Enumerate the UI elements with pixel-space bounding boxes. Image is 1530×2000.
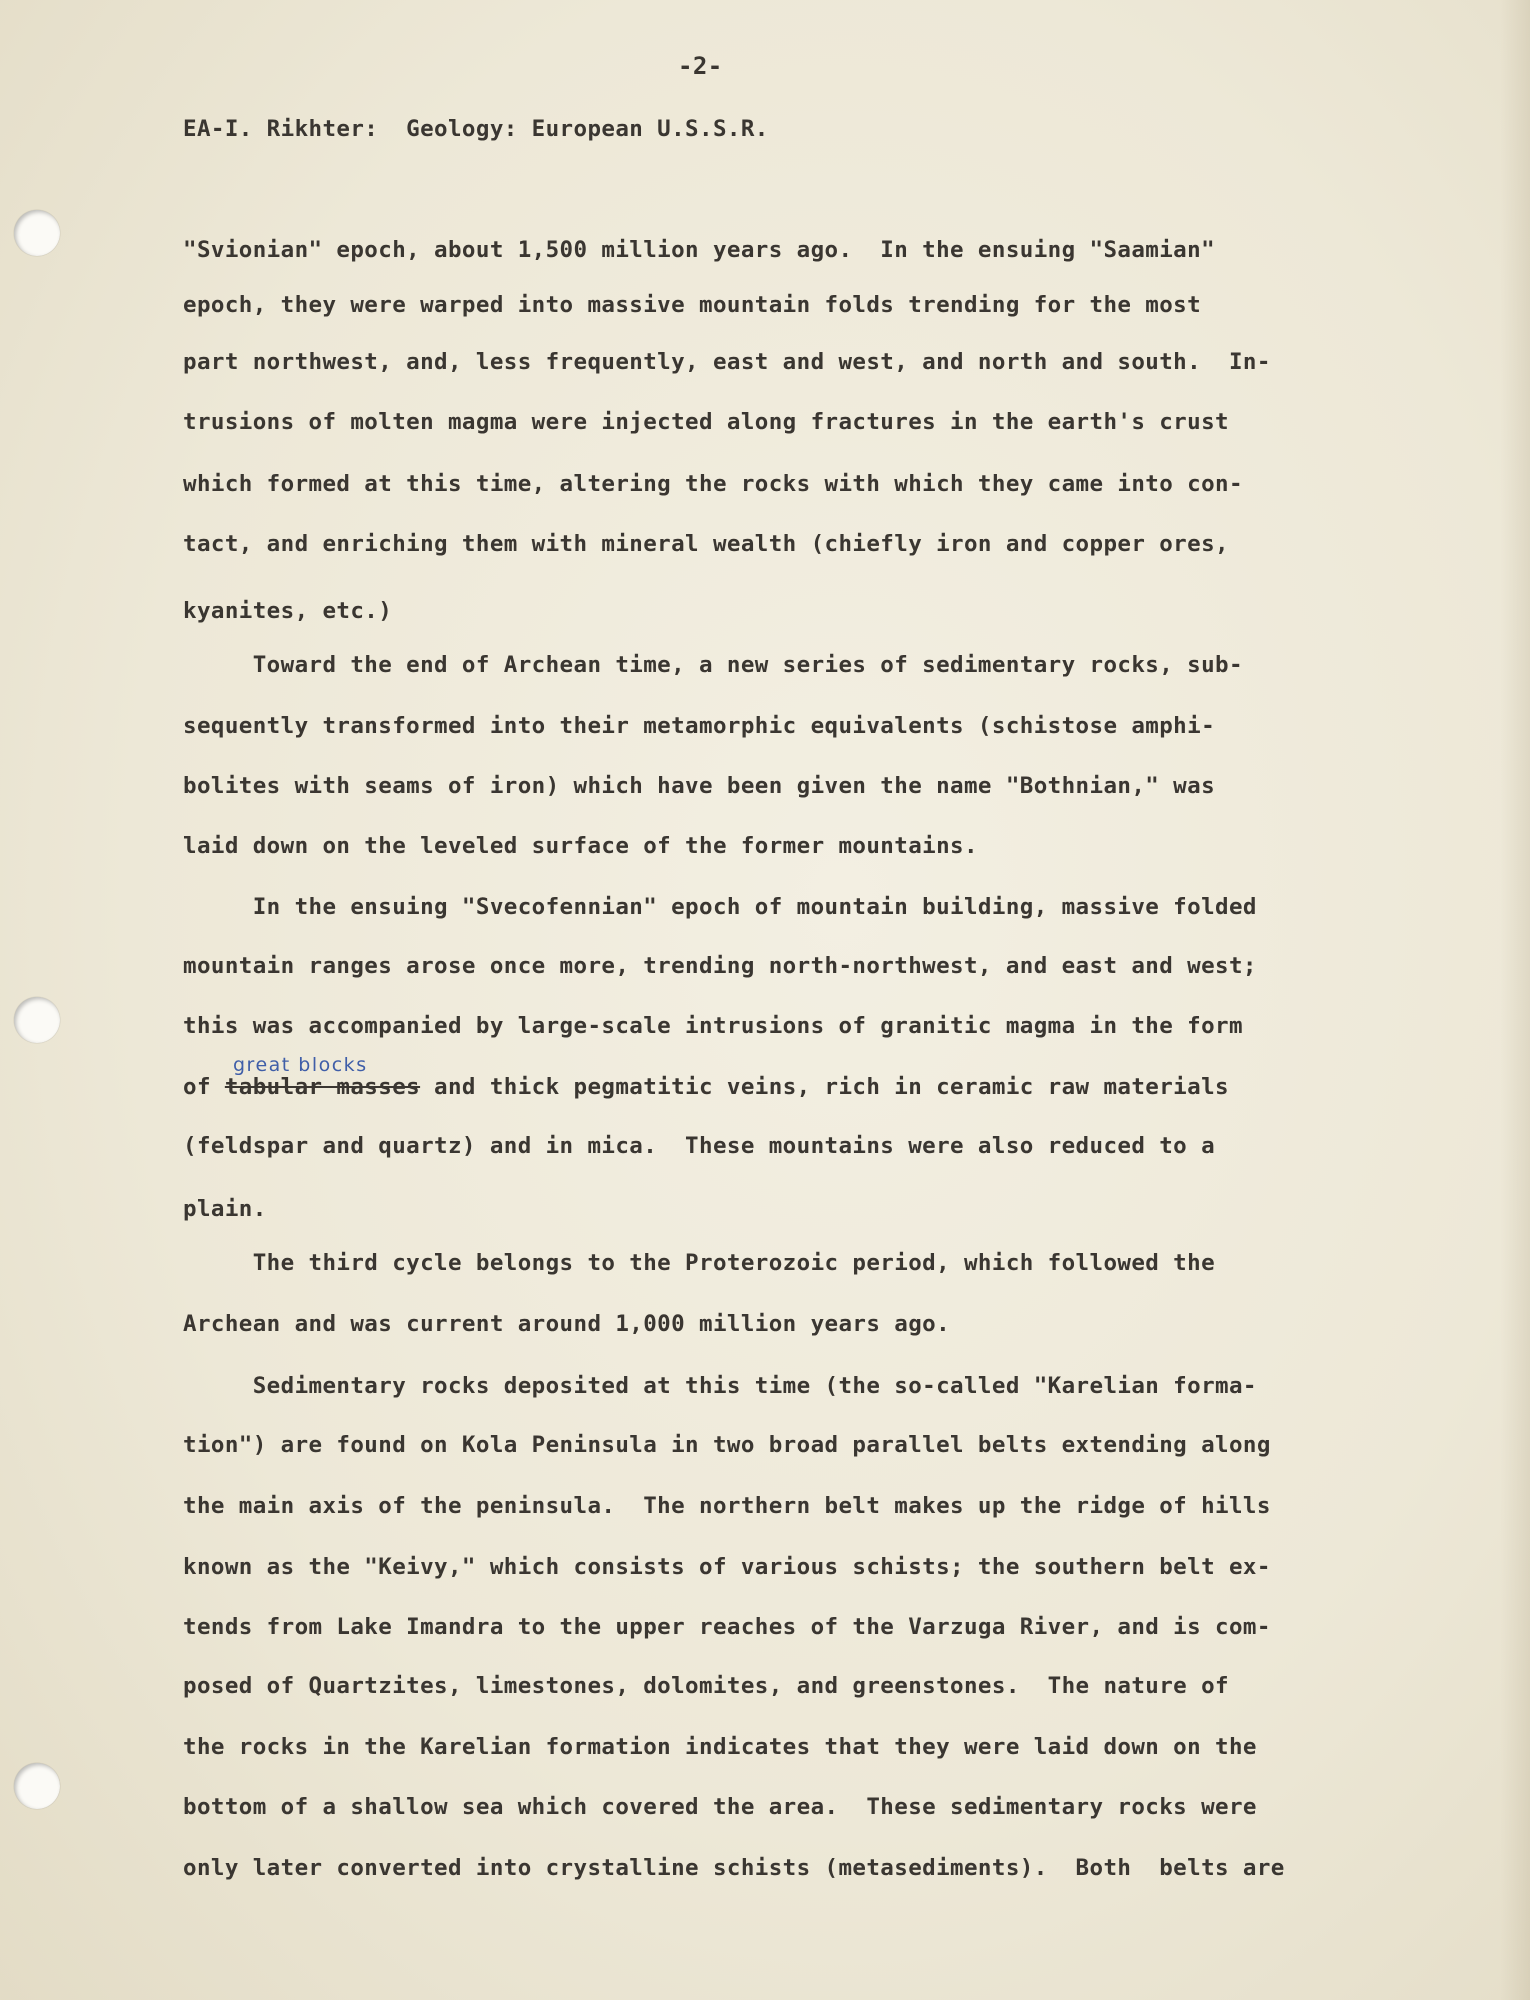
text-line: known as the "Keivy," which consists of various schists; the southern belt ex- xyxy=(183,1554,1271,1580)
punch-hole xyxy=(14,210,60,256)
struck-text: tabular masses xyxy=(224,1074,421,1100)
text-line: In the ensuing "Svecofennian" epoch of mountain building, massive folded xyxy=(183,894,1257,920)
text-line: bottom of a shallow sea which covered the area. These sedimentary rocks were xyxy=(183,1794,1257,1820)
text-line: Toward the end of Archean time, a new series of sedimentary rocks, sub- xyxy=(183,652,1243,678)
punch-hole xyxy=(14,1763,60,1809)
text-line: bolites with seams of iron) which have been given the name "Bothnian," was xyxy=(183,773,1216,799)
text-line: only later converted into crystalline schists (metasediments). Both belts are xyxy=(183,1855,1285,1881)
punch-hole xyxy=(14,997,60,1043)
text-line: Sedimentary rocks deposited at this time (the so-called "Karelian forma- xyxy=(183,1373,1257,1399)
text-line: Archean and was current around 1,000 million years ago. xyxy=(183,1311,951,1337)
text-fragment: and thick pegmatitic veins, rich in ceramic raw materials xyxy=(420,1074,1229,1100)
text-line: sequently transformed into their metamorphic equivalents (schistose amphi- xyxy=(183,713,1216,739)
text-line: tact, and enriching them with mineral wealth (chiefly iron and copper ores, xyxy=(183,531,1229,557)
text-line: the rocks in the Karelian formation indicates that they were laid down on the xyxy=(183,1734,1257,1760)
text-line: posed of Quartzites, limestones, dolomites, and greenstones. The nature of xyxy=(183,1673,1229,1699)
text-line: tion") are found on Kola Peninsula in two broad parallel belts extending along xyxy=(183,1432,1271,1458)
text-line: part northwest, and, less frequently, east and west, and north and south. In- xyxy=(183,349,1271,375)
text-line: plain. xyxy=(183,1196,267,1222)
running-header: EA-I. Rikhter: Geology: European U.S.S.R. xyxy=(183,116,769,142)
page-edge-shadow xyxy=(1500,0,1530,2000)
text-line: trusions of molten magma were injected along fractures in the earth's crust xyxy=(183,409,1229,435)
text-line: kyanites, etc.) xyxy=(183,598,393,624)
text-fragment: of xyxy=(183,1074,225,1100)
page-number: -2- xyxy=(678,52,723,80)
text-line: mountain ranges arose once more, trending north-northwest, and east and west; xyxy=(183,953,1257,979)
text-line-with-correction xyxy=(183,1074,1229,1100)
text-line: "Svionian" epoch, about 1,500 million years ago. In the ensuing "Saamian" xyxy=(183,237,1216,263)
text-line: epoch, they were warped into massive mountain folds trending for the most xyxy=(183,292,1202,318)
text-line: (feldspar and quartz) and in mica. These mountains were also reduced to a xyxy=(183,1133,1216,1159)
text-line: the main axis of the peninsula. The northern belt makes up the ridge of hills xyxy=(183,1493,1271,1519)
handwritten-annotation: great blocks xyxy=(233,1054,368,1076)
text-line: tends from Lake Imandra to the upper reaches of the Varzuga River, and is com- xyxy=(183,1614,1271,1640)
text-line: this was accompanied by large-scale intrusions of granitic magma in the form xyxy=(183,1013,1243,1039)
text-line: The third cycle belongs to the Proterozoic period, which followed the xyxy=(183,1250,1216,1276)
text-line: laid down on the leveled surface of the former mountains. xyxy=(183,833,978,859)
text-line: which formed at this time, altering the rocks with which they came into con- xyxy=(183,471,1243,497)
